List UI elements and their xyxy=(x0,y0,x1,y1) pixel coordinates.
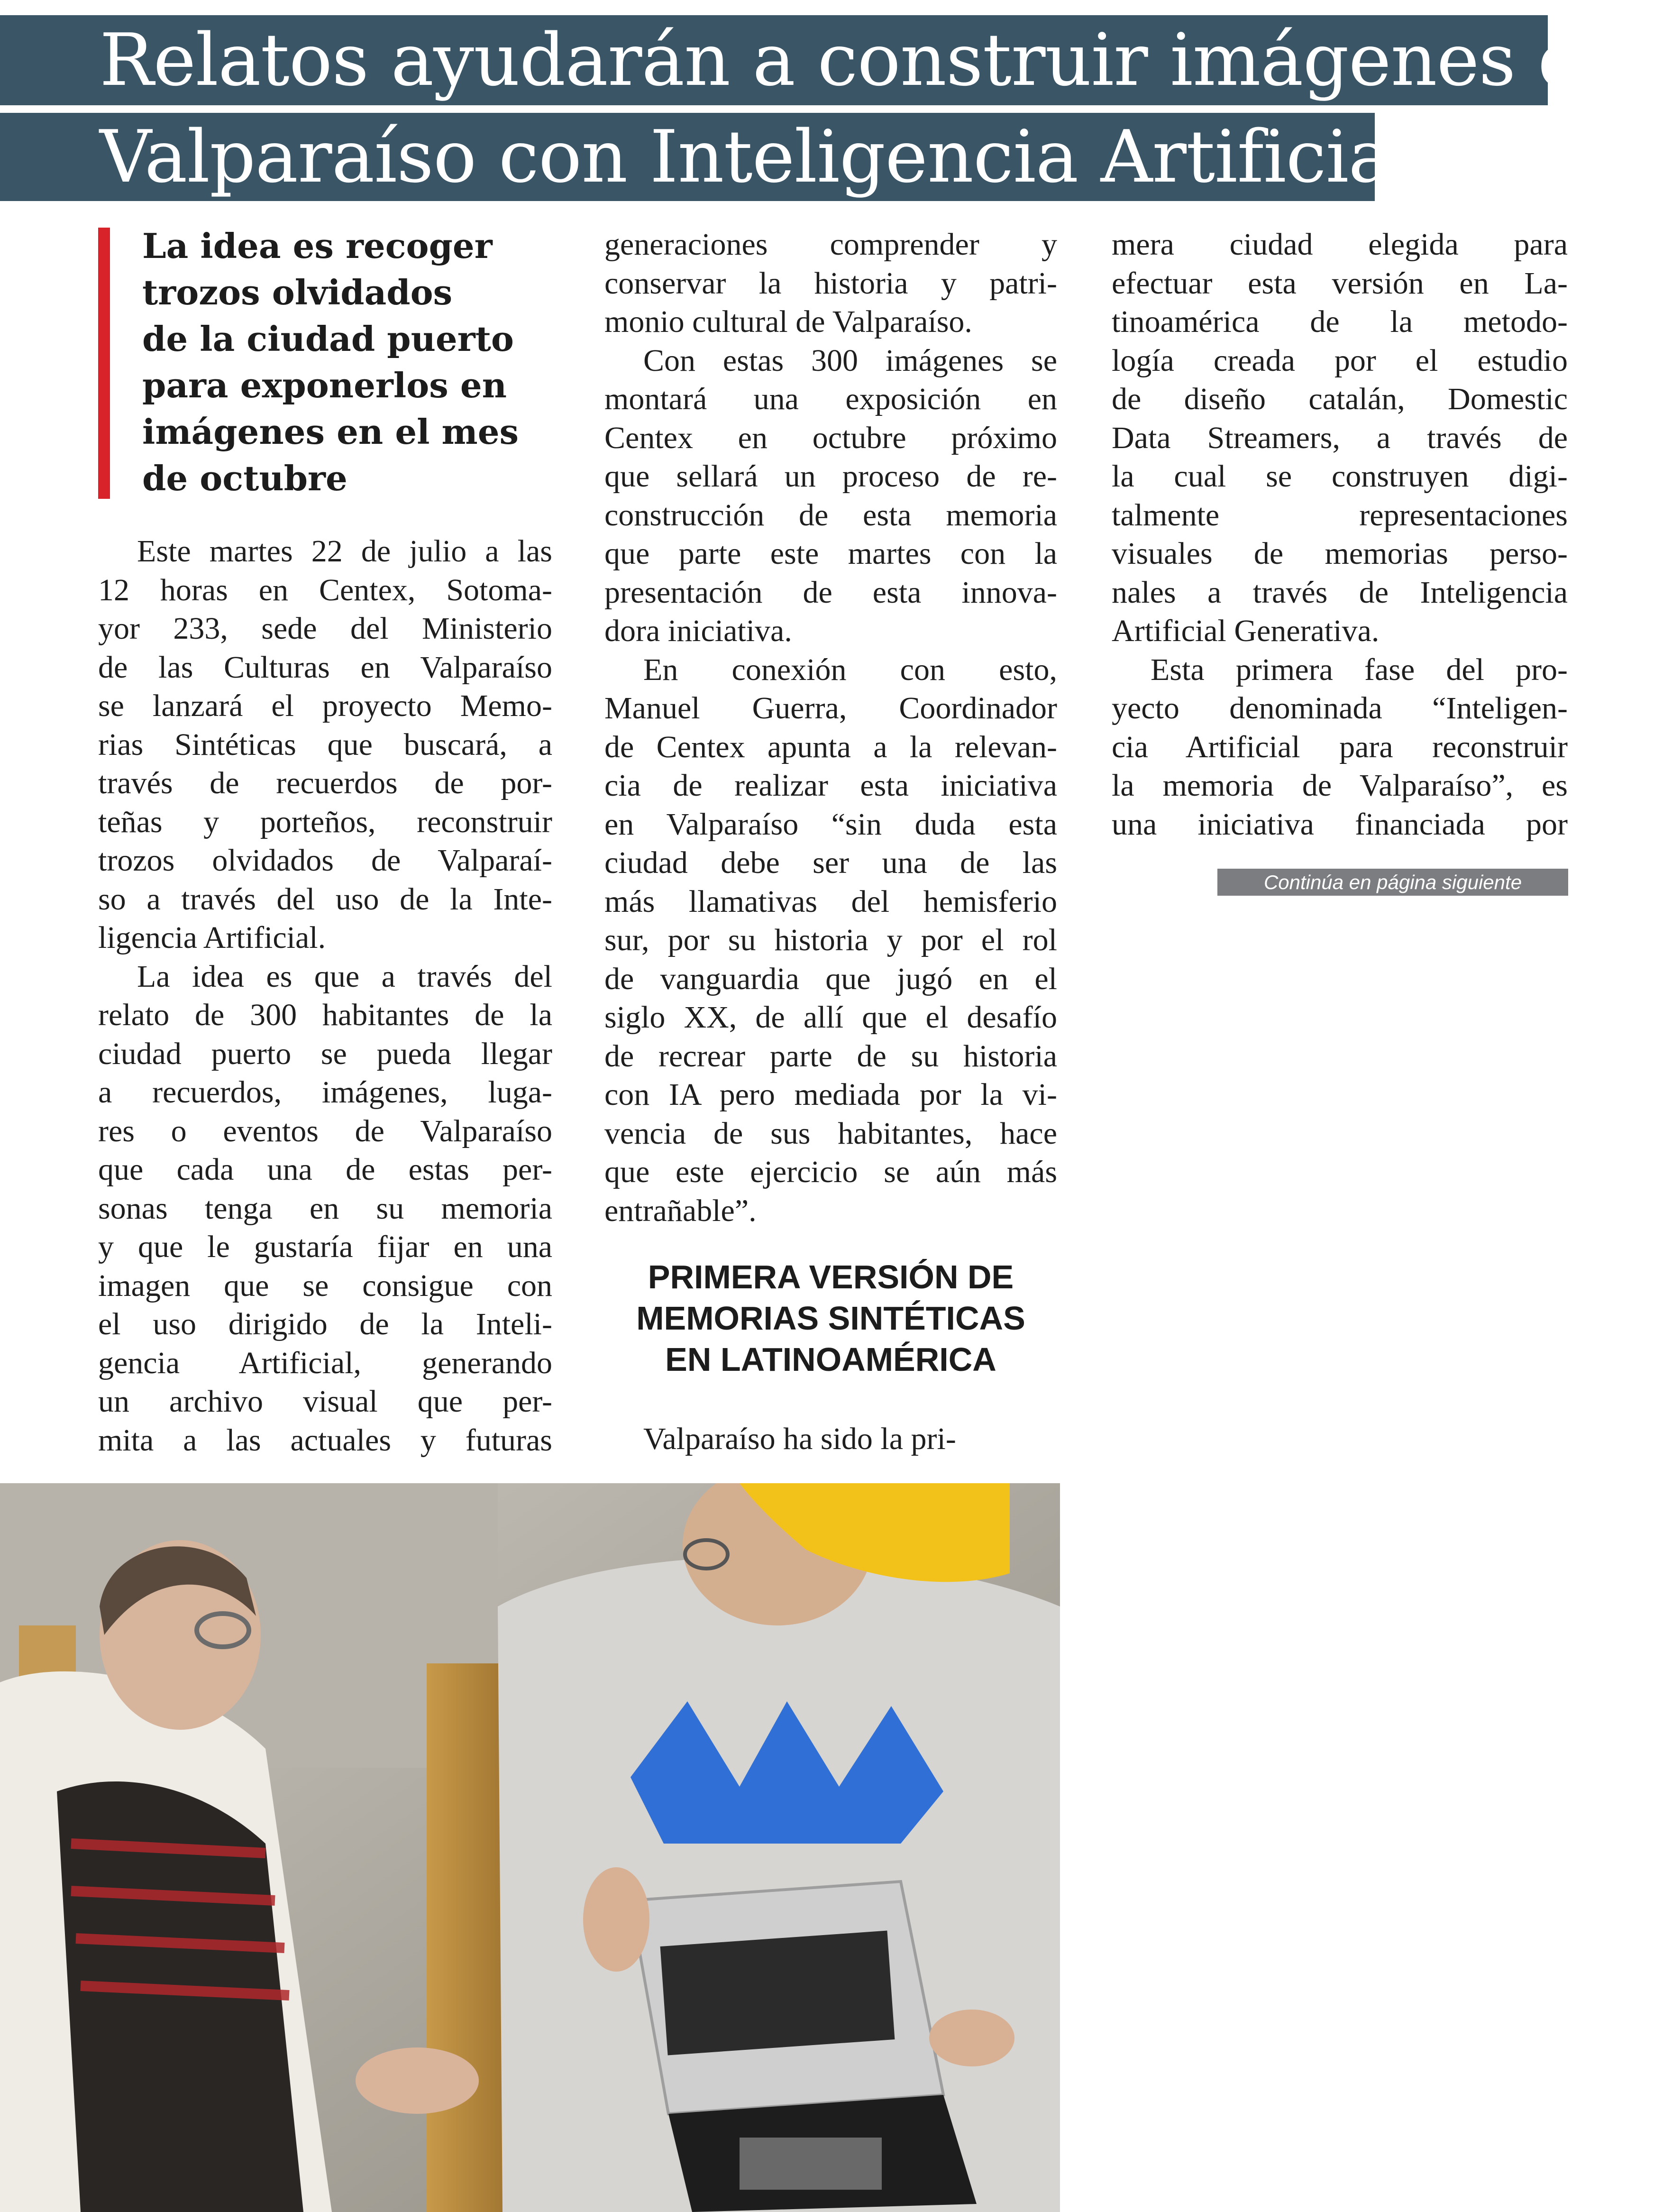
text-line: teñas y porteños, reconstruir xyxy=(98,804,552,839)
text-line: Data Streamers, a través de xyxy=(1112,420,1568,455)
article-column-3 xyxy=(1112,225,1568,844)
text-line: cia Artificial para reconstruir xyxy=(1112,729,1568,764)
text-line: a recuerdos, imágenes, luga- xyxy=(98,1075,552,1110)
text-line: mera ciudad elegida para xyxy=(1112,227,1568,262)
text-line: imagen que se consigue con xyxy=(98,1268,552,1303)
text-line: de diseño catalán, Domestic xyxy=(1112,382,1568,416)
headline-line-2: Valparaíso con Inteligencia Artificial xyxy=(100,115,1414,199)
lede-accent-rule xyxy=(98,228,110,499)
text-line: ligencia Artificial. xyxy=(98,920,326,955)
article-column-2 xyxy=(604,225,1057,1230)
text-line: de recrear parte de su historia xyxy=(604,1038,1057,1074)
headline-line-1: Relatos ayudarán a construir imágenes de xyxy=(100,18,1626,102)
text-line: vencia de sus habitantes, hace xyxy=(604,1116,1057,1151)
text-line: dora iniciativa. xyxy=(604,614,792,648)
text-line: conservar la historia y patri- xyxy=(604,266,1057,301)
headline-bar-1 xyxy=(0,15,1626,105)
text-line: generaciones comprender y xyxy=(604,227,1057,262)
text-line: so a través del uso de la Inte- xyxy=(98,881,552,917)
text-line: montará una exposición en xyxy=(604,382,1057,416)
text-line: siglo XX, de allí que el desafío xyxy=(604,1000,1057,1035)
text-line: En conexión con esto, xyxy=(643,652,1057,687)
text-line: rias Sintéticas que buscará, a xyxy=(98,727,552,762)
text-line: monio cultural de Valparaíso. xyxy=(604,304,972,339)
lede-line: de octubre xyxy=(142,458,347,498)
text-line: logía creada por el estudio xyxy=(1112,343,1568,378)
text-line: la cual se construyen digi- xyxy=(1112,459,1568,494)
text-line: La idea es que a través del xyxy=(137,959,552,994)
text-line: Centex en octubre próximo xyxy=(604,420,1057,455)
subhead-line: PRIMERA VERSIÓN DE xyxy=(648,1258,1014,1295)
headline-bar-2 xyxy=(0,113,1414,201)
text-line: sur, por su historia y por el rol xyxy=(604,923,1057,957)
text-line: Valparaíso ha sido la pri- xyxy=(643,1422,956,1456)
text-line: presentación de esta innova- xyxy=(604,575,1057,610)
text-line: que sellará un proceso de re- xyxy=(604,459,1057,494)
text-line: que este ejercicio se aún más xyxy=(604,1155,1057,1189)
text-line: relato de 300 habitantes de la xyxy=(98,998,552,1032)
lede-line: para exponerlos en xyxy=(142,365,507,405)
article-column-2-continuation xyxy=(604,1420,1057,1459)
text-line: res o eventos de Valparaíso xyxy=(98,1113,552,1148)
text-line: yecto denominada “Inteligen- xyxy=(1112,691,1568,725)
text-line: Esta primera fase del pro- xyxy=(1151,652,1568,687)
article-photo xyxy=(0,1483,1060,2212)
text-line: construcción de esta memoria xyxy=(604,497,1057,532)
text-line: y que le gustaría fijar en una xyxy=(98,1230,552,1264)
text-line: Manuel Guerra, Coordinador xyxy=(604,691,1057,725)
text-line: sonas tenga en su memoria xyxy=(98,1191,552,1226)
text-line: un archivo visual que per- xyxy=(98,1384,552,1419)
section-subhead xyxy=(604,1257,1057,1380)
subhead-line: MEMORIAS SINTÉTICAS xyxy=(636,1300,1025,1337)
text-line: mita a las actuales y futuras xyxy=(98,1423,552,1458)
text-line: 12 horas en Centex, Sotoma- xyxy=(98,572,552,607)
lede-line: La idea es recoger xyxy=(142,226,493,266)
text-line: de vanguardia que jugó en el xyxy=(604,961,1057,996)
photo-illustration xyxy=(0,1483,1060,2212)
text-line: través de recuerdos de por- xyxy=(98,766,552,800)
continue-link[interactable]: Continúa en página siguiente xyxy=(1217,869,1568,896)
subhead-line: EN LATINOAMÉRICA xyxy=(665,1341,996,1378)
text-line: visuales de memorias perso- xyxy=(1112,536,1568,571)
text-line: una iniciativa financiada por xyxy=(1112,807,1568,842)
lede-line: trozos olvidados xyxy=(142,272,453,312)
text-line: gencia Artificial, generando xyxy=(98,1345,552,1380)
text-line: que parte este martes con la xyxy=(604,536,1057,571)
text-line: Este martes 22 de julio a las xyxy=(137,534,552,569)
text-line: Artificial Generativa. xyxy=(1112,614,1380,648)
text-line: con IA pero mediada por la vi- xyxy=(604,1077,1057,1112)
text-line: la memoria de Valparaíso”, es xyxy=(1112,768,1568,803)
text-line: en Valparaíso “sin duda esta xyxy=(604,807,1057,842)
text-line: más llamativas del hemisferio xyxy=(604,884,1057,919)
text-line: cia de realizar esta iniciativa xyxy=(604,768,1057,803)
text-line: de Centex apunta a la relevan- xyxy=(604,729,1057,764)
text-line: entrañable”. xyxy=(604,1193,757,1228)
article-column-1 xyxy=(98,532,552,1459)
text-line: talmente representaciones xyxy=(1112,497,1568,532)
text-line: se lanzará el proyecto Memo- xyxy=(98,688,552,723)
text-line: yor 233, sede del Ministerio xyxy=(98,611,552,646)
text-line: nales a través de Inteligencia xyxy=(1112,575,1568,610)
lede xyxy=(142,223,569,502)
text-line: efectuar esta versión en La- xyxy=(1112,266,1568,301)
text-line: de las Culturas en Valparaíso xyxy=(98,650,552,685)
text-line: trozos olvidados de Valparaí- xyxy=(98,843,552,878)
text-line: el uso dirigido de la Inteli- xyxy=(98,1307,552,1341)
text-line: Con estas 300 imágenes se xyxy=(643,343,1057,378)
lede-line: imágenes en el mes xyxy=(142,412,519,452)
lede-line: de la ciudad puerto xyxy=(142,319,514,359)
text-line: tinoamérica de la metodo- xyxy=(1112,304,1568,339)
text-line: ciudad debe ser una de las xyxy=(604,845,1057,880)
text-line: ciudad puerto se pueda llegar xyxy=(98,1036,552,1071)
text-line: que cada una de estas per- xyxy=(98,1152,552,1187)
